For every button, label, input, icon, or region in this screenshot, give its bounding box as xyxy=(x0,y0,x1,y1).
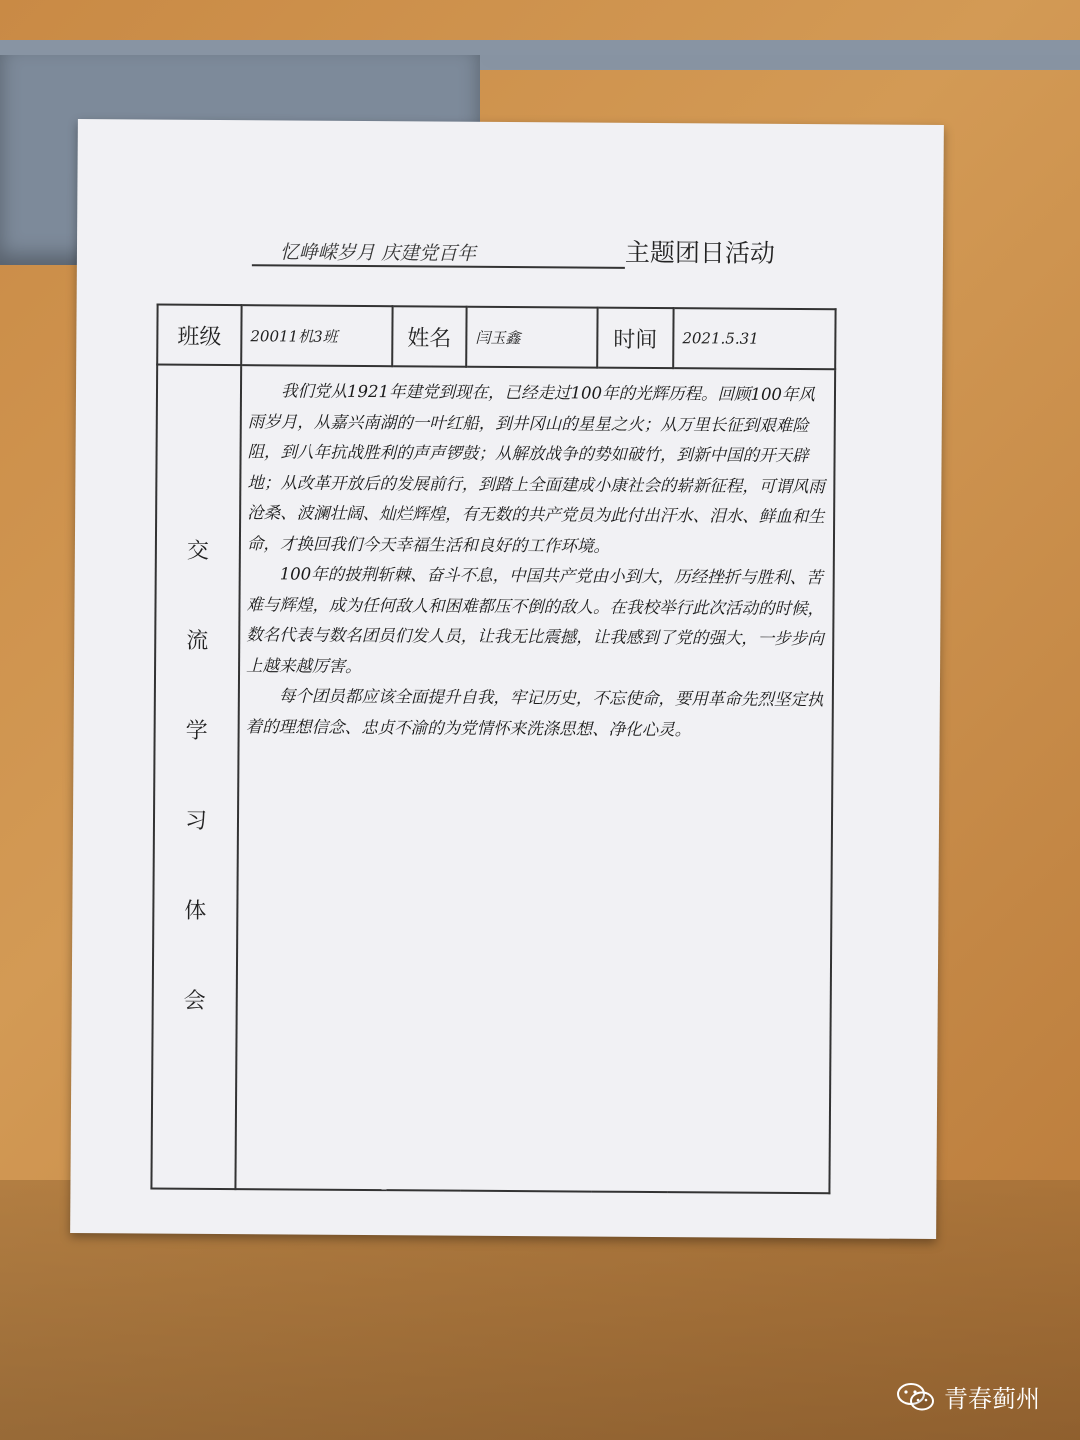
class-value: 20011机3班 xyxy=(241,305,392,366)
section-label-char: 体 xyxy=(184,898,207,924)
body-row xyxy=(151,365,835,1194)
section-label-char: 习 xyxy=(184,808,208,834)
section-label xyxy=(151,365,241,1190)
name-label: 姓名 xyxy=(392,306,466,367)
form-title xyxy=(252,230,775,270)
class-label: 班级 xyxy=(157,305,241,366)
paragraph: 100年的披荆斩棘、奋斗不息，中国共产党由小到大，历经挫折与胜利、苦难与辉煌，成为任何敌人和困难都压不倒的敌人。在我校举行此次活动的时候，数名代表与数名团员们发人员，让我无比震撼，让我感到了党的强大，一步步向上越来越厉害。 xyxy=(246,564,825,676)
paper-form xyxy=(70,119,944,1239)
wechat-icon xyxy=(896,1381,936,1413)
section-label-char: 流 xyxy=(186,628,209,654)
time-label: 时间 xyxy=(597,308,673,369)
form-table xyxy=(150,304,836,1195)
section-label-char: 会 xyxy=(183,988,206,1014)
theme-handwritten: 忆峥嵘岁月 庆建党百年 xyxy=(252,237,625,269)
paragraph: 我们党从1921年建党到现在，已经走过100年的光辉历程。回顾100年风雨岁月，从嘉兴南湖的一叶红船，到井冈山的星星之火；从万里长征到艰难险阻，到八年抗战胜利的声声锣鼓；从解放战争的势如破竹，到新中国的开天辟地；从改革开放后的发展前行，到踏上全面建成小康社会的崭新征程，可谓风雨沧桑、波澜壮阔、灿烂辉煌，有无数的共产党员为此付出汗水、泪水、鲜血和生命，才换回我们今天幸福生活和良好的工作环境。 xyxy=(246,381,825,556)
section-label-char: 学 xyxy=(185,718,208,744)
time-value: 2021.5.31 xyxy=(673,308,835,369)
reflection-text xyxy=(235,365,835,1193)
header-row xyxy=(157,305,835,370)
theme-suffix: 主题团日活动 xyxy=(624,237,776,268)
desk-tray-edge xyxy=(480,55,1080,69)
paragraph: 每个团员都应该全面提升自我，牢记历史，不忘使命，要用革命先烈坚定执着的理想信念、忠贞不渝的为党情怀来洗涤思想、净化心灵。 xyxy=(245,686,824,739)
name-value: 闫玉鑫 xyxy=(466,307,597,368)
watermark xyxy=(896,1379,1040,1414)
watermark-text: 青春蓟州 xyxy=(944,1385,1040,1413)
section-label-char: 交 xyxy=(186,538,209,564)
